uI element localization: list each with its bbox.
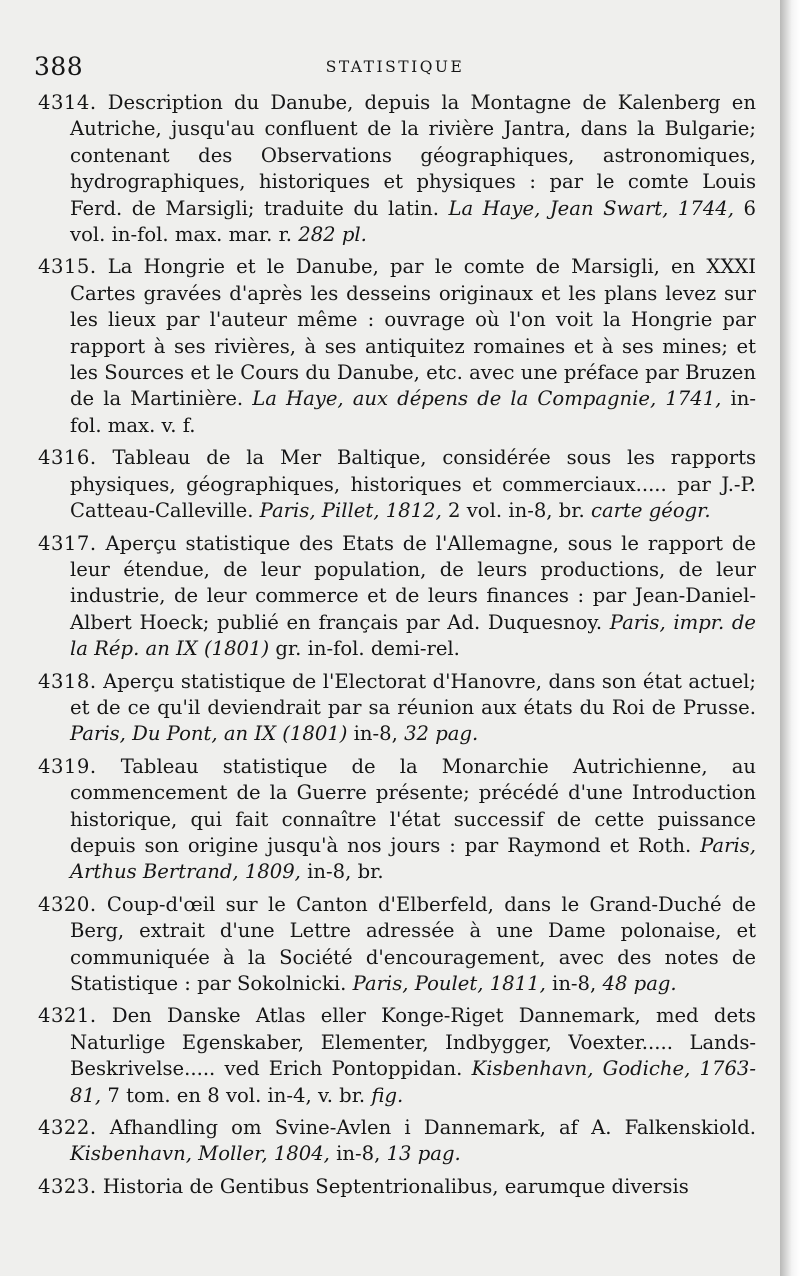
entry-imprint: La Haye, Jean Swart, 1744, [448, 196, 735, 220]
catalog-entry [34, 1115, 756, 1168]
entry-text: Tableau statistique de la Monarchie Autrichienne, au commencement de la Guerre présente; précédé d'une Introduction historique, qui fait connaître l'état successif de cette puissance depuis son origine jusqu'à nos jours : par Raymond et Roth. [70, 754, 757, 857]
entry-extra: 282 pl. [298, 223, 367, 247]
entry-details: 2 vol. in-8, br. [448, 499, 585, 523]
entry-number: 4319. [38, 754, 97, 778]
entry-imprint: Paris, impr. de la Rép. an IX (1801) [70, 610, 757, 661]
entry-details: in-8, [336, 1142, 381, 1166]
page-header [34, 52, 756, 86]
page-number: 388 [34, 52, 84, 81]
entry-text: Coup-d'œil sur le Canton d'Elberfeld, dans le Grand-Duché de Berg, extrait d'une Lettre adressée à une Dame polonaise, et communiquée à la Société d'encouragement, avec des notes de Statistique : par Sokolnicki. [70, 892, 756, 995]
entry-details: in-8, br. [307, 860, 384, 884]
entry-number: 4323. [38, 1174, 97, 1198]
entry-extra: fig. [371, 1083, 404, 1107]
entry-imprint: Kisbenhavn, Moller, 1804, [70, 1142, 330, 1166]
entry-text: Den Danske Atlas eller Konge-Riget Dannemark, med dets Naturlige Egenskaber, Elementer, Indbygger, Voexter..... Lands-Beskrivelse..... ved Erich Pontoppidan. [70, 1004, 756, 1081]
entry-details: in-8, [552, 972, 597, 995]
book-spine-shadow [780, 0, 800, 1276]
entry-imprint: Paris, Pillet, 1812, [259, 499, 442, 523]
catalog-entry [34, 90, 756, 248]
entry-details: 7 tom. en 8 vol. in-4, v. br. [107, 1083, 366, 1107]
entry-text: La Hongrie et le Danube, par le comte de Marsigli, en XXXI Cartes gravées d'après les desseins originaux et les plans levez sur les lieux par l'auteur même : ouvrage où l'on voit la Hongrie par rapport à ses rivières, à ses antiquitez romaines et à ses mines; et les Sources et le Cours du Danube, etc. avec une préface par Bruzen de la Martinière. [70, 255, 756, 411]
entry-number: 4318. [38, 669, 97, 693]
entry-text: Aperçu statistique des Etats de l'Allemagne, sous le rapport de leur étendue, de leur population, de leurs productions, de leur industrie, de leur commerce et de leurs finances : par Jean-Daniel-Albert Hoeck; publié en français par Ad. Duquesnoy. [70, 531, 757, 634]
entry-details: gr. in-fol. demi-rel. [275, 637, 460, 661]
entry-details: 6 vol. in-fol. max. mar. r. [70, 196, 756, 247]
entry-number: 4317. [38, 531, 97, 555]
entry-number: 4320. [38, 892, 97, 916]
catalog-entry [34, 754, 756, 886]
entry-number: 4322. [38, 1116, 97, 1140]
entry-text: Afhandling om Svine-Avlen i Dannemark, af A. Falkenskiold. [109, 1116, 756, 1140]
catalog-entries [34, 90, 756, 1200]
entry-number: 4314. [38, 91, 97, 114]
catalog-entry [34, 669, 756, 748]
catalog-entry [34, 892, 756, 998]
entry-details: in-fol. max. v. f. [70, 387, 757, 437]
entry-imprint: Paris, Du Pont, an IX (1801) [70, 722, 348, 746]
entry-text: Aperçu statistique de l'Electorat d'Hanovre, dans son état actuel; et de ce qu'il deviendrait par sa réunion aux états du Roi de Prusse. [70, 669, 756, 719]
entry-text: Tableau de la Mer Baltique, considérée sous les rapports physiques, géographiques, historiques et commerciaux..... par J.-P. Catteau-Calleville. [70, 446, 756, 523]
entry-imprint: La Haye, aux dépens de la Compagnie, 1741, [252, 387, 722, 411]
entry-extra: 13 pag. [386, 1142, 461, 1166]
entry-number: 4321. [38, 1004, 97, 1028]
running-head: STATISTIQUE [325, 58, 465, 76]
catalog-entry [34, 531, 756, 663]
catalog-entry [34, 1003, 756, 1109]
entry-extra: carte géogr. [590, 499, 711, 523]
catalog-entry [34, 445, 756, 524]
entry-imprint: Kisbenhavn, Godiche, 1763-81, [70, 1057, 756, 1107]
entry-number: 4315. [38, 255, 97, 279]
entry-number: 4316. [38, 446, 97, 470]
entry-details: in-8, [353, 722, 398, 746]
entry-imprint: Paris, Poulet, 1811, [352, 972, 546, 995]
entry-extra: 48 pag. [602, 972, 677, 995]
entry-imprint: Paris, Arthus Bertrand, 1809, [70, 833, 756, 884]
entry-text: Description du Danube, depuis la Montagne de Kalenberg en Autriche, jusqu'au confluent de la rivière Jantra, dans la Bulgarie; contenant des Observations géographiques, astronomiques, hydrographiques, historiques et physiques : par le comte Louis Ferd. de Marsigli; traduite du latin. [70, 91, 756, 220]
entry-text: Historia de Gentibus Septentrionalibus, earumque diversis [102, 1174, 689, 1198]
catalog-entry [34, 254, 756, 439]
entry-extra: 32 pag. [404, 722, 479, 746]
catalog-entry [34, 1174, 756, 1200]
